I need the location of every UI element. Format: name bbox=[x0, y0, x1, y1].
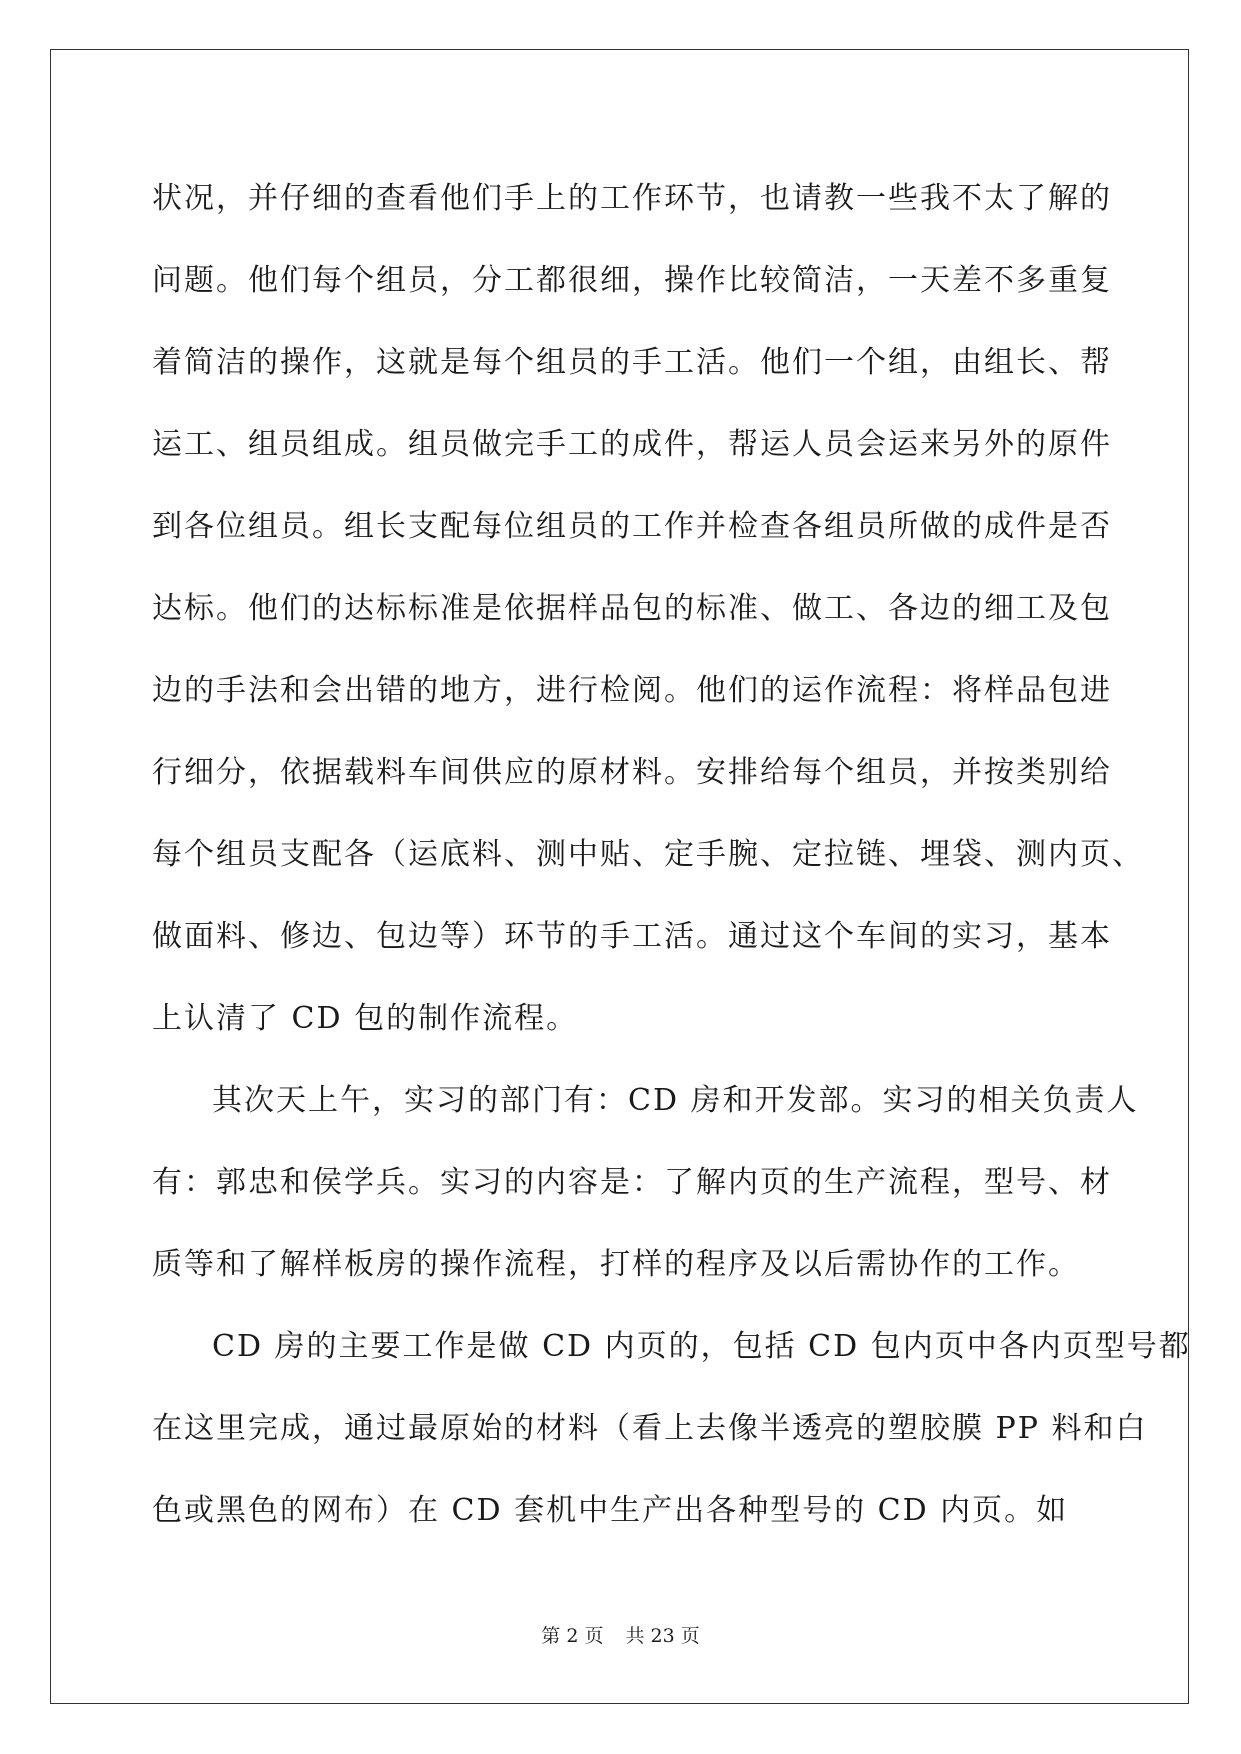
paragraph-start-line: CD 房的主要工作是做 CD 内页的，包括 CD 包内页中各内页型号都 bbox=[212, 1329, 1191, 1364]
text-line: 边的手法和会出错的地方，进行检阅。他们的运作流程：将样品包进 bbox=[152, 673, 1112, 708]
text-line: 达标。他们的达标标准是依据样品包的标准、做工、各边的细工及包 bbox=[152, 591, 1112, 626]
text-line: 每个组员支配各（运底料、测中贴、定手腕、定拉链、埋袋、测内页、 bbox=[152, 837, 1144, 872]
paragraph-start-line: 其次天上午，实习的部门有：CD 房和开发部。实习的相关负责人 bbox=[212, 1083, 1139, 1118]
page-total: 共 23 页 bbox=[625, 1625, 700, 1647]
text-line: 运工、组员组成。组员做完手工的成件，帮运人员会运来另外的原件 bbox=[152, 427, 1112, 462]
text-line: 在这里完成，通过最原始的材料（看上去像半透亮的塑胶膜 PP 料和白 bbox=[152, 1411, 1148, 1446]
page-number: 第 2 页 bbox=[541, 1625, 604, 1647]
text-line: 状况，并仔细的查看他们手上的工作环节，也请教一些我不太了解的 bbox=[152, 181, 1112, 216]
text-line: 质等和了解样板房的操作流程，打样的程序及以后需协作的工作。 bbox=[152, 1247, 1080, 1282]
text-line: 行细分，依据载料车间供应的原材料。安排给每个组员，并按类别给 bbox=[152, 755, 1112, 790]
document-body bbox=[152, 158, 1191, 1552]
text-line: 色或黑色的网布）在 CD 套机中生产出各种型号的 CD 内页。如 bbox=[152, 1493, 1069, 1528]
text-line: 着简洁的操作，这就是每个组员的手工活。他们一个组，由组长、帮 bbox=[152, 345, 1112, 380]
text-line: 问题。他们每个组员，分工都很细，操作比较简洁，一天差不多重复 bbox=[152, 263, 1112, 298]
page-footer bbox=[0, 1624, 1241, 1648]
text-line: 上认清了 CD 包的制作流程。 bbox=[152, 1001, 579, 1036]
text-line: 到各位组员。组长支配每位组员的工作并检查各组员所做的成件是否 bbox=[152, 509, 1112, 544]
text-line: 有：郭忠和侯学兵。实习的内容是：了解内页的生产流程，型号、材 bbox=[152, 1165, 1112, 1200]
text-line: 做面料、修边、包边等）环节的手工活。通过这个车间的实习，基本 bbox=[152, 919, 1112, 954]
